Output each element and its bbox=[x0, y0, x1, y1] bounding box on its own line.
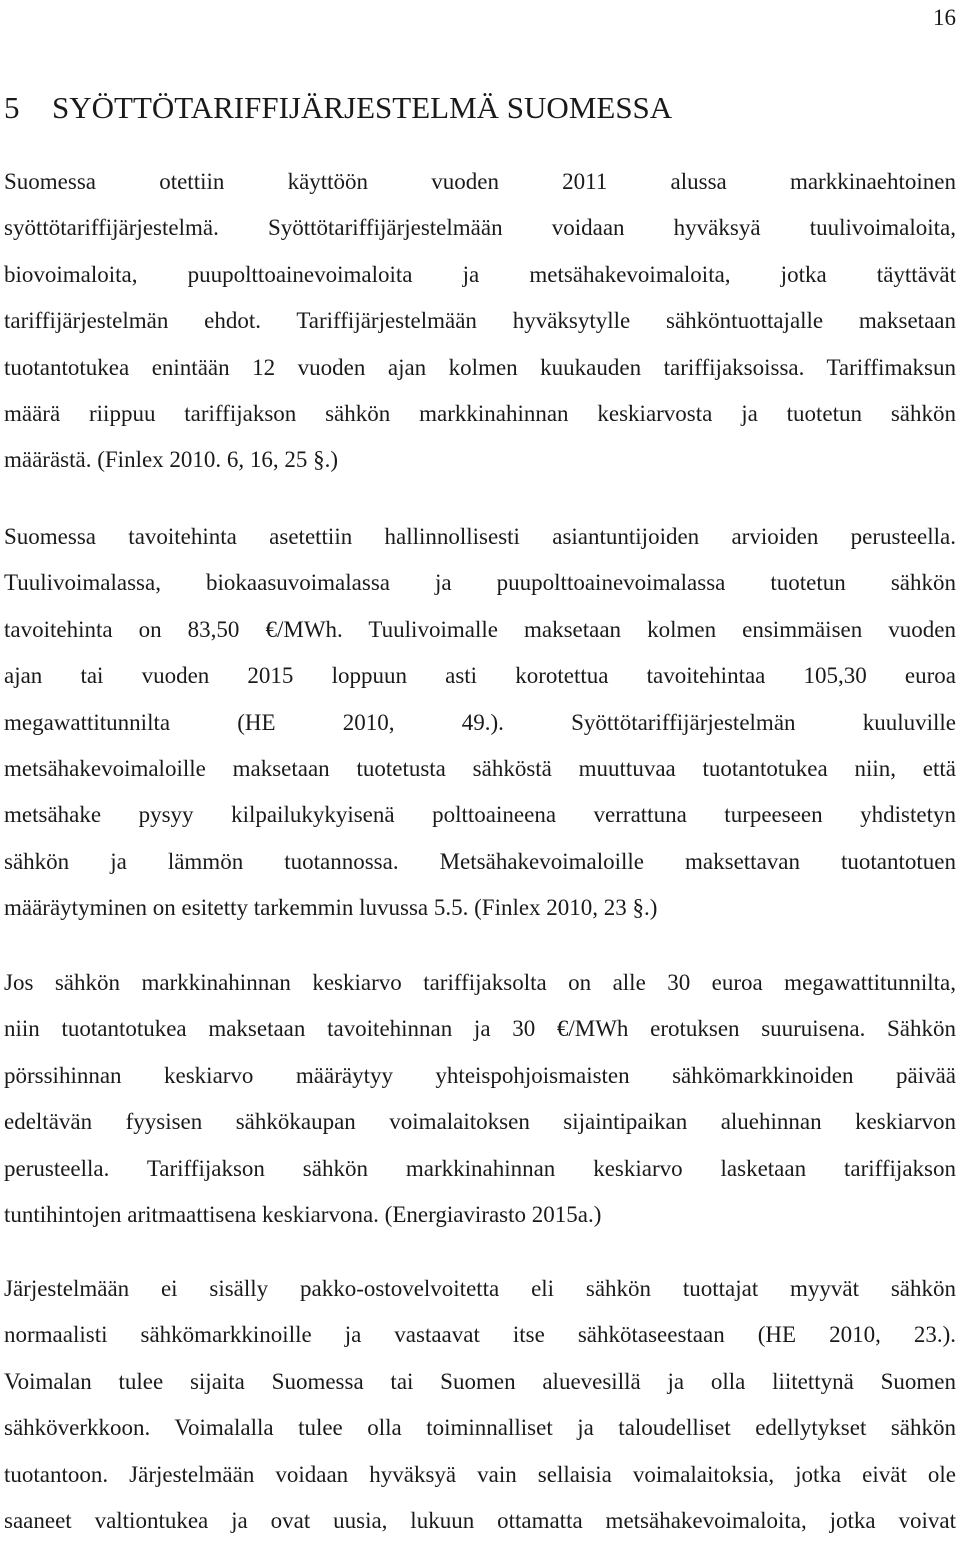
paragraph-feed-in-tariff-intro bbox=[4, 159, 956, 484]
text-line: Järjestelmään ei sisälly pakko-ostovelvoitetta eli sähkön tuottajat myyvät sähkön bbox=[4, 1276, 956, 1301]
text-line: Tuulivoimalassa, biokaasuvoimalassa ja puupolttoainevoimalassa tuotetun sähkön bbox=[4, 570, 956, 596]
text-line: sähköverkkoon. Voimalalla tulee olla toiminnalliset ja taloudelliset edellytykset sähkön bbox=[4, 1415, 956, 1441]
text-line: saaneet valtiontukea ja ovat uusia, lukuun ottamatta metsähakevoimaloita, jotka voivat bbox=[4, 1507, 956, 1533]
text-line: normaalisti sähkömarkkinoille ja vastaavat itse sähkötaseestaan (HE 2010, 23.). bbox=[4, 1322, 956, 1348]
text-line: perusteella. Tariffijakson sähkön markkinahinnan keskiarvo lasketaan tariffijakson bbox=[4, 1155, 956, 1181]
text-line: Suomessa otettiin käyttöön vuoden 2011 alussa markkinaehtoinen bbox=[4, 169, 956, 194]
text-line: edeltävän fyysisen sähkökaupan voimalaitoksen sijaintipaikan aluehinnan keskiarvon bbox=[4, 1109, 956, 1135]
text-line: tuotantotukea enintään 12 vuoden ajan kolmen kuukauden tariffijaksoissa. Tariffimaksun bbox=[4, 354, 956, 380]
text-line: määräytyminen on esitetty tarkemmin luvussa 5.5. (Finlex 2010, 23 §.) bbox=[4, 895, 658, 921]
text-line: syöttötariffijärjestelmä. Syöttötariffijärjestelmään voidaan hyväksyä tuulivoimaloita, bbox=[4, 215, 956, 241]
text-line: Suomessa tavoitehinta asetettiin hallinnollisesti asiantuntijoiden arvioiden perusteella. bbox=[4, 524, 956, 549]
text-line: tuotantoon. Järjestelmään voidaan hyväksyä vain sellaisia voimalaitoksia, jotka eivät ole bbox=[4, 1461, 956, 1487]
chapter-heading bbox=[4, 86, 672, 130]
text-line: Voimalan tulee sijaita Suomessa tai Suomen aluevesillä ja olla liitettynä Suomen bbox=[4, 1368, 956, 1394]
text-line: tariffijärjestelmän ehdot. Tariffijärjestelmään hyväksytylle sähköntuottajalle maksetaan bbox=[4, 308, 956, 334]
text-line: määrästä. (Finlex 2010. 6, 16, 25 §.) bbox=[4, 447, 339, 473]
text-line: ajan tai vuoden 2015 loppuun asti korotettua tavoitehintaa 105,30 euroa bbox=[4, 663, 956, 689]
text-line: megawattitunnilta (HE 2010, 49.). Syöttötariffijärjestelmän kuuluville bbox=[4, 709, 956, 735]
text-line: niin tuotantotukea maksetaan tavoitehinnan ja 30 €/MWh erotuksen suuruisena. Sähkön bbox=[4, 1016, 956, 1042]
page-number: 16 bbox=[933, 5, 956, 30]
text-line: Jos sähkön markkinahinnan keskiarvo tariffijaksolta on alle 30 euroa megawattitunnilta, bbox=[4, 970, 956, 995]
paragraph-eligibility bbox=[4, 1266, 956, 1544]
text-line: metsähake pysyy kilpailukykyisenä polttoaineena verrattuna turpeeseen yhdistetyn bbox=[4, 802, 956, 828]
text-line: sähkön ja lämmön tuotannossa. Metsähakevoimaloille maksettavan tuotantotuen bbox=[4, 848, 956, 874]
paragraph-target-price bbox=[4, 514, 956, 932]
chapter-title: SYÖTTÖTARIFFIJÄRJESTELMÄ SUOMESSA bbox=[52, 90, 673, 125]
text-line: määrä riippuu tariffijakson sähkön markkinahinnan keskiarvosta ja tuotetun sähkön bbox=[4, 400, 956, 426]
text-line: tuntihintojen aritmaattisena keskiarvona. (Energiavirasto 2015a.) bbox=[4, 1201, 602, 1227]
text-line: metsähakevoimaloille maksetaan tuotetusta sähköstä muuttuvaa tuotantotukea niin, että bbox=[4, 755, 956, 781]
paragraph-market-price bbox=[4, 960, 956, 1238]
text-line: tavoitehinta on 83,50 €/MWh. Tuulivoimalle maksetaan kolmen ensimmäisen vuoden bbox=[4, 616, 956, 642]
chapter-number: 5 bbox=[4, 90, 20, 125]
text-line: pörssihinnan keskiarvo määräytyy yhteispohjoismaisten sähkömarkkinoiden päivää bbox=[4, 1062, 956, 1088]
text-line: biovoimaloita, puupolttoainevoimaloita ja metsähakevoimaloita, jotka täyttävät bbox=[4, 261, 956, 287]
